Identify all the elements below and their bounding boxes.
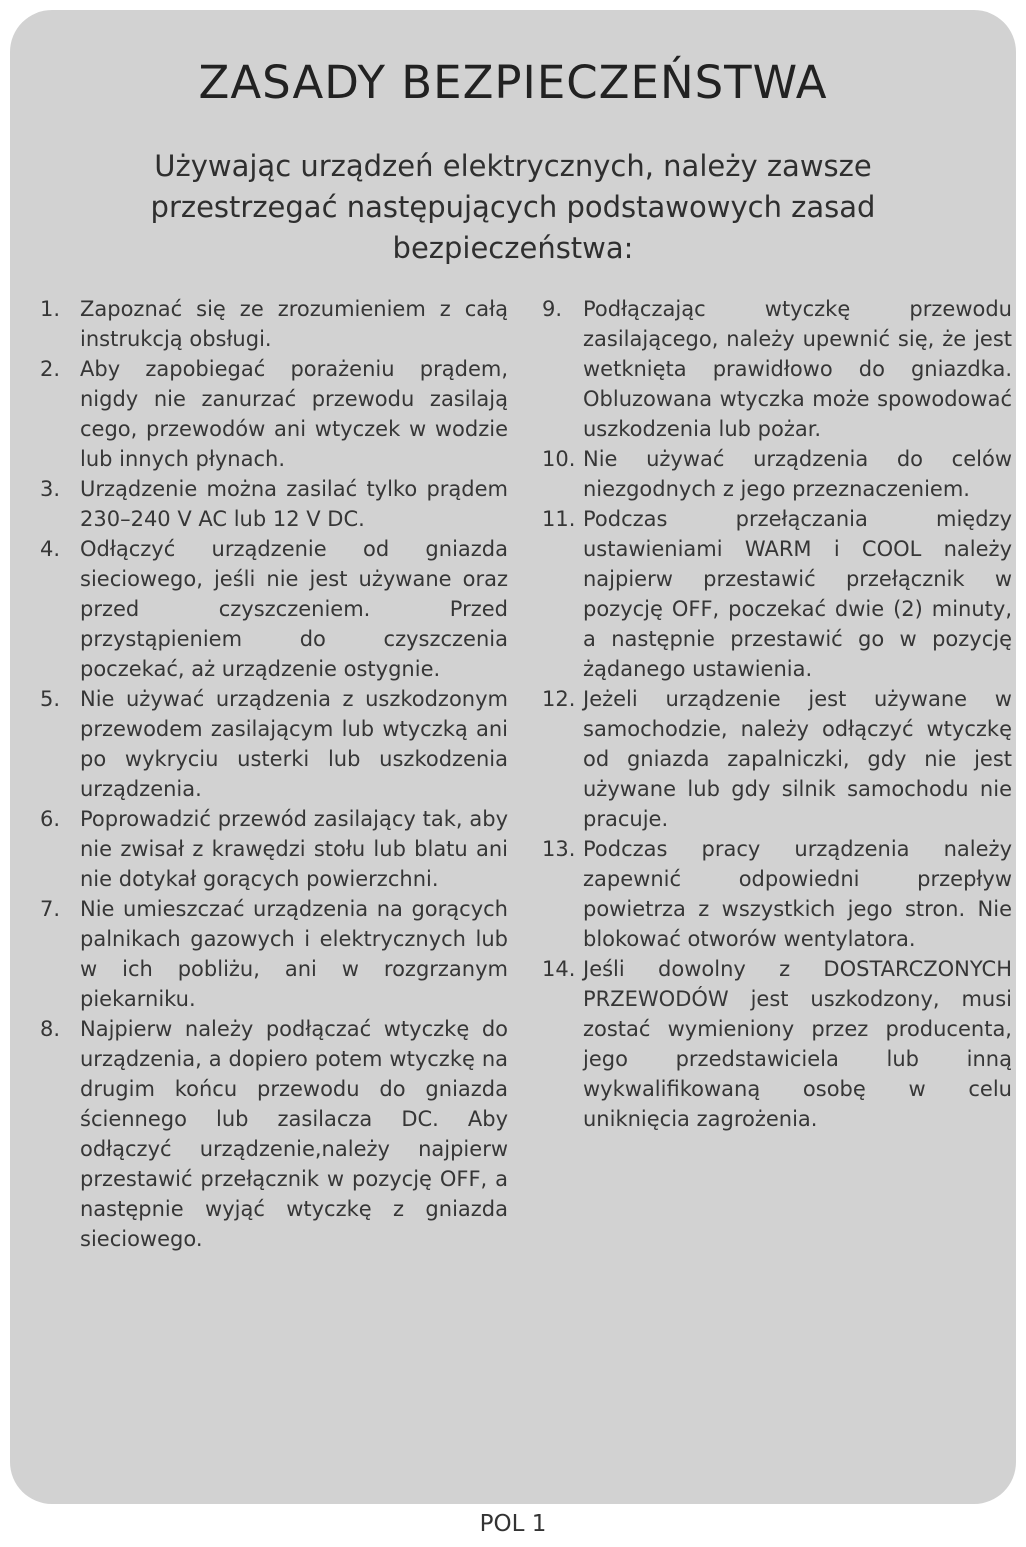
list-item	[40, 534, 508, 684]
item-number: 10.	[542, 447, 576, 471]
intro-text: Używając urządzeń elektrycznych, należy zawsze przestrzegać następujących podstawowych zasad bezpieczeństwa:	[150, 149, 876, 265]
item-number: 7.	[40, 897, 61, 921]
item-number: 5.	[40, 687, 61, 711]
item-text: Podczas przełączania między ustawieniami WARM i COOL należy najpierw przestawić przełącznik w pozycję OFF, poczekać dwie (2) minuty, a następnie przestawić go w pozycję żądanego ustawienia.	[583, 507, 1012, 681]
list-item	[40, 804, 508, 894]
item-number: 3.	[40, 477, 61, 501]
item-number: 14.	[542, 957, 576, 981]
list-item	[40, 474, 508, 534]
item-text: Aby zapobiegać porażeniu prądem, nigdy nie zanurzać przewodu zasilają cego, przewodów ani wtyczek w wodzie lub innych płynach.	[80, 357, 508, 471]
list-item	[40, 894, 508, 1014]
list-item	[40, 354, 508, 474]
list-item	[542, 684, 1012, 834]
item-text: Nie umieszczać urządzenia na gorących palnikach gazowych i elektrycznych lub w ich pobliżu, ani w rozgrzanym piekarniku.	[80, 897, 508, 1011]
item-text: Podczas pracy urządzenia należy zapewnić odpowiedni przepływ powietrza z wszystkich jego stron. Nie blokować otworów wentylatora.	[583, 837, 1012, 951]
item-number: 1.	[40, 297, 61, 321]
item-number: 4.	[40, 537, 61, 561]
list-item	[542, 834, 1012, 954]
page-number: POL 1	[479, 1511, 547, 1537]
item-number: 9.	[542, 297, 563, 321]
item-text: Jeżeli urządzenie jest używane w samochodzie, należy odłączyć wtyczkę od gniazda zapalniczki, gdy nie jest używane lub gdy silnik samochodu nie pracuje.	[583, 687, 1012, 831]
item-number: 2.	[40, 357, 61, 381]
list-item	[542, 954, 1012, 1134]
item-number: 13.	[542, 837, 576, 861]
item-number: 8.	[40, 1017, 61, 1041]
item-number: 12.	[542, 687, 576, 711]
list-item	[40, 1014, 508, 1254]
list-item	[542, 444, 1012, 504]
item-text: Urządzenie można zasilać tylko prądem 230–240 V AC lub 12 V DC.	[80, 477, 508, 531]
item-number: 11.	[542, 507, 576, 531]
safety-list-right	[542, 294, 1012, 1134]
safety-list-left	[40, 294, 508, 1254]
safety-panel	[10, 10, 1016, 1504]
item-text: Podłączając wtyczkę przewodu zasilającego, należy upewnić się, że jest wetknięta prawidłowo do gniazdka. Obluzowana wtyczka może spowodować uszkodzenia lub pożar.	[583, 297, 1012, 441]
item-text: Poprowadzić przewód zasilający tak, aby nie zwisał z krawędzi stołu lub blatu ani nie dotykał gorących powierzchni.	[80, 807, 508, 891]
list-item	[542, 504, 1012, 684]
item-text: Najpierw należy podłączać wtyczkę do urządzenia, a dopiero potem wtyczkę na drugim końcu przewodu do gniazda ściennego lub zasilacza DC. Aby odłączyć urządzenie,należy najpierw przestawić przełącznik w pozycję OFF, a następnie wyjąć wtyczkę z gniazda sieciowego.	[80, 1017, 508, 1251]
item-text: Jeśli dowolny z DOSTARCZONYCH PRZEWODÓW jest uszkodzony, musi zostać wymieniony przez producenta, jego przedstawiciela lub inną wykwalifikowaną osobę w celu uniknięcia zagrożenia.	[583, 957, 1012, 1131]
list-item	[40, 294, 508, 354]
list-item	[40, 684, 508, 804]
list-item	[542, 294, 1012, 444]
item-text: Nie używać urządzenia z uszkodzonym przewodem zasilającym lub wtyczką ani po wykryciu usterki lub uszkodzenia urządzenia.	[80, 687, 508, 801]
page-title: ZASADY BEZPIECZEŃSTWA	[198, 56, 828, 109]
item-number: 6.	[40, 807, 61, 831]
item-text: Odłączyć urządzenie od gniazda sieciowego, jeśli nie jest używane oraz przed czyszczeniem. Przed przystąpieniem do czyszczenia poczekać, aż urządzenie ostygnie.	[80, 537, 508, 681]
item-text: Nie używać urządzenia do celów niezgodnych z jego przeznaczeniem.	[583, 447, 1012, 501]
item-text: Zapoznać się ze zrozumieniem z całą instrukcją obsługi.	[80, 297, 508, 351]
